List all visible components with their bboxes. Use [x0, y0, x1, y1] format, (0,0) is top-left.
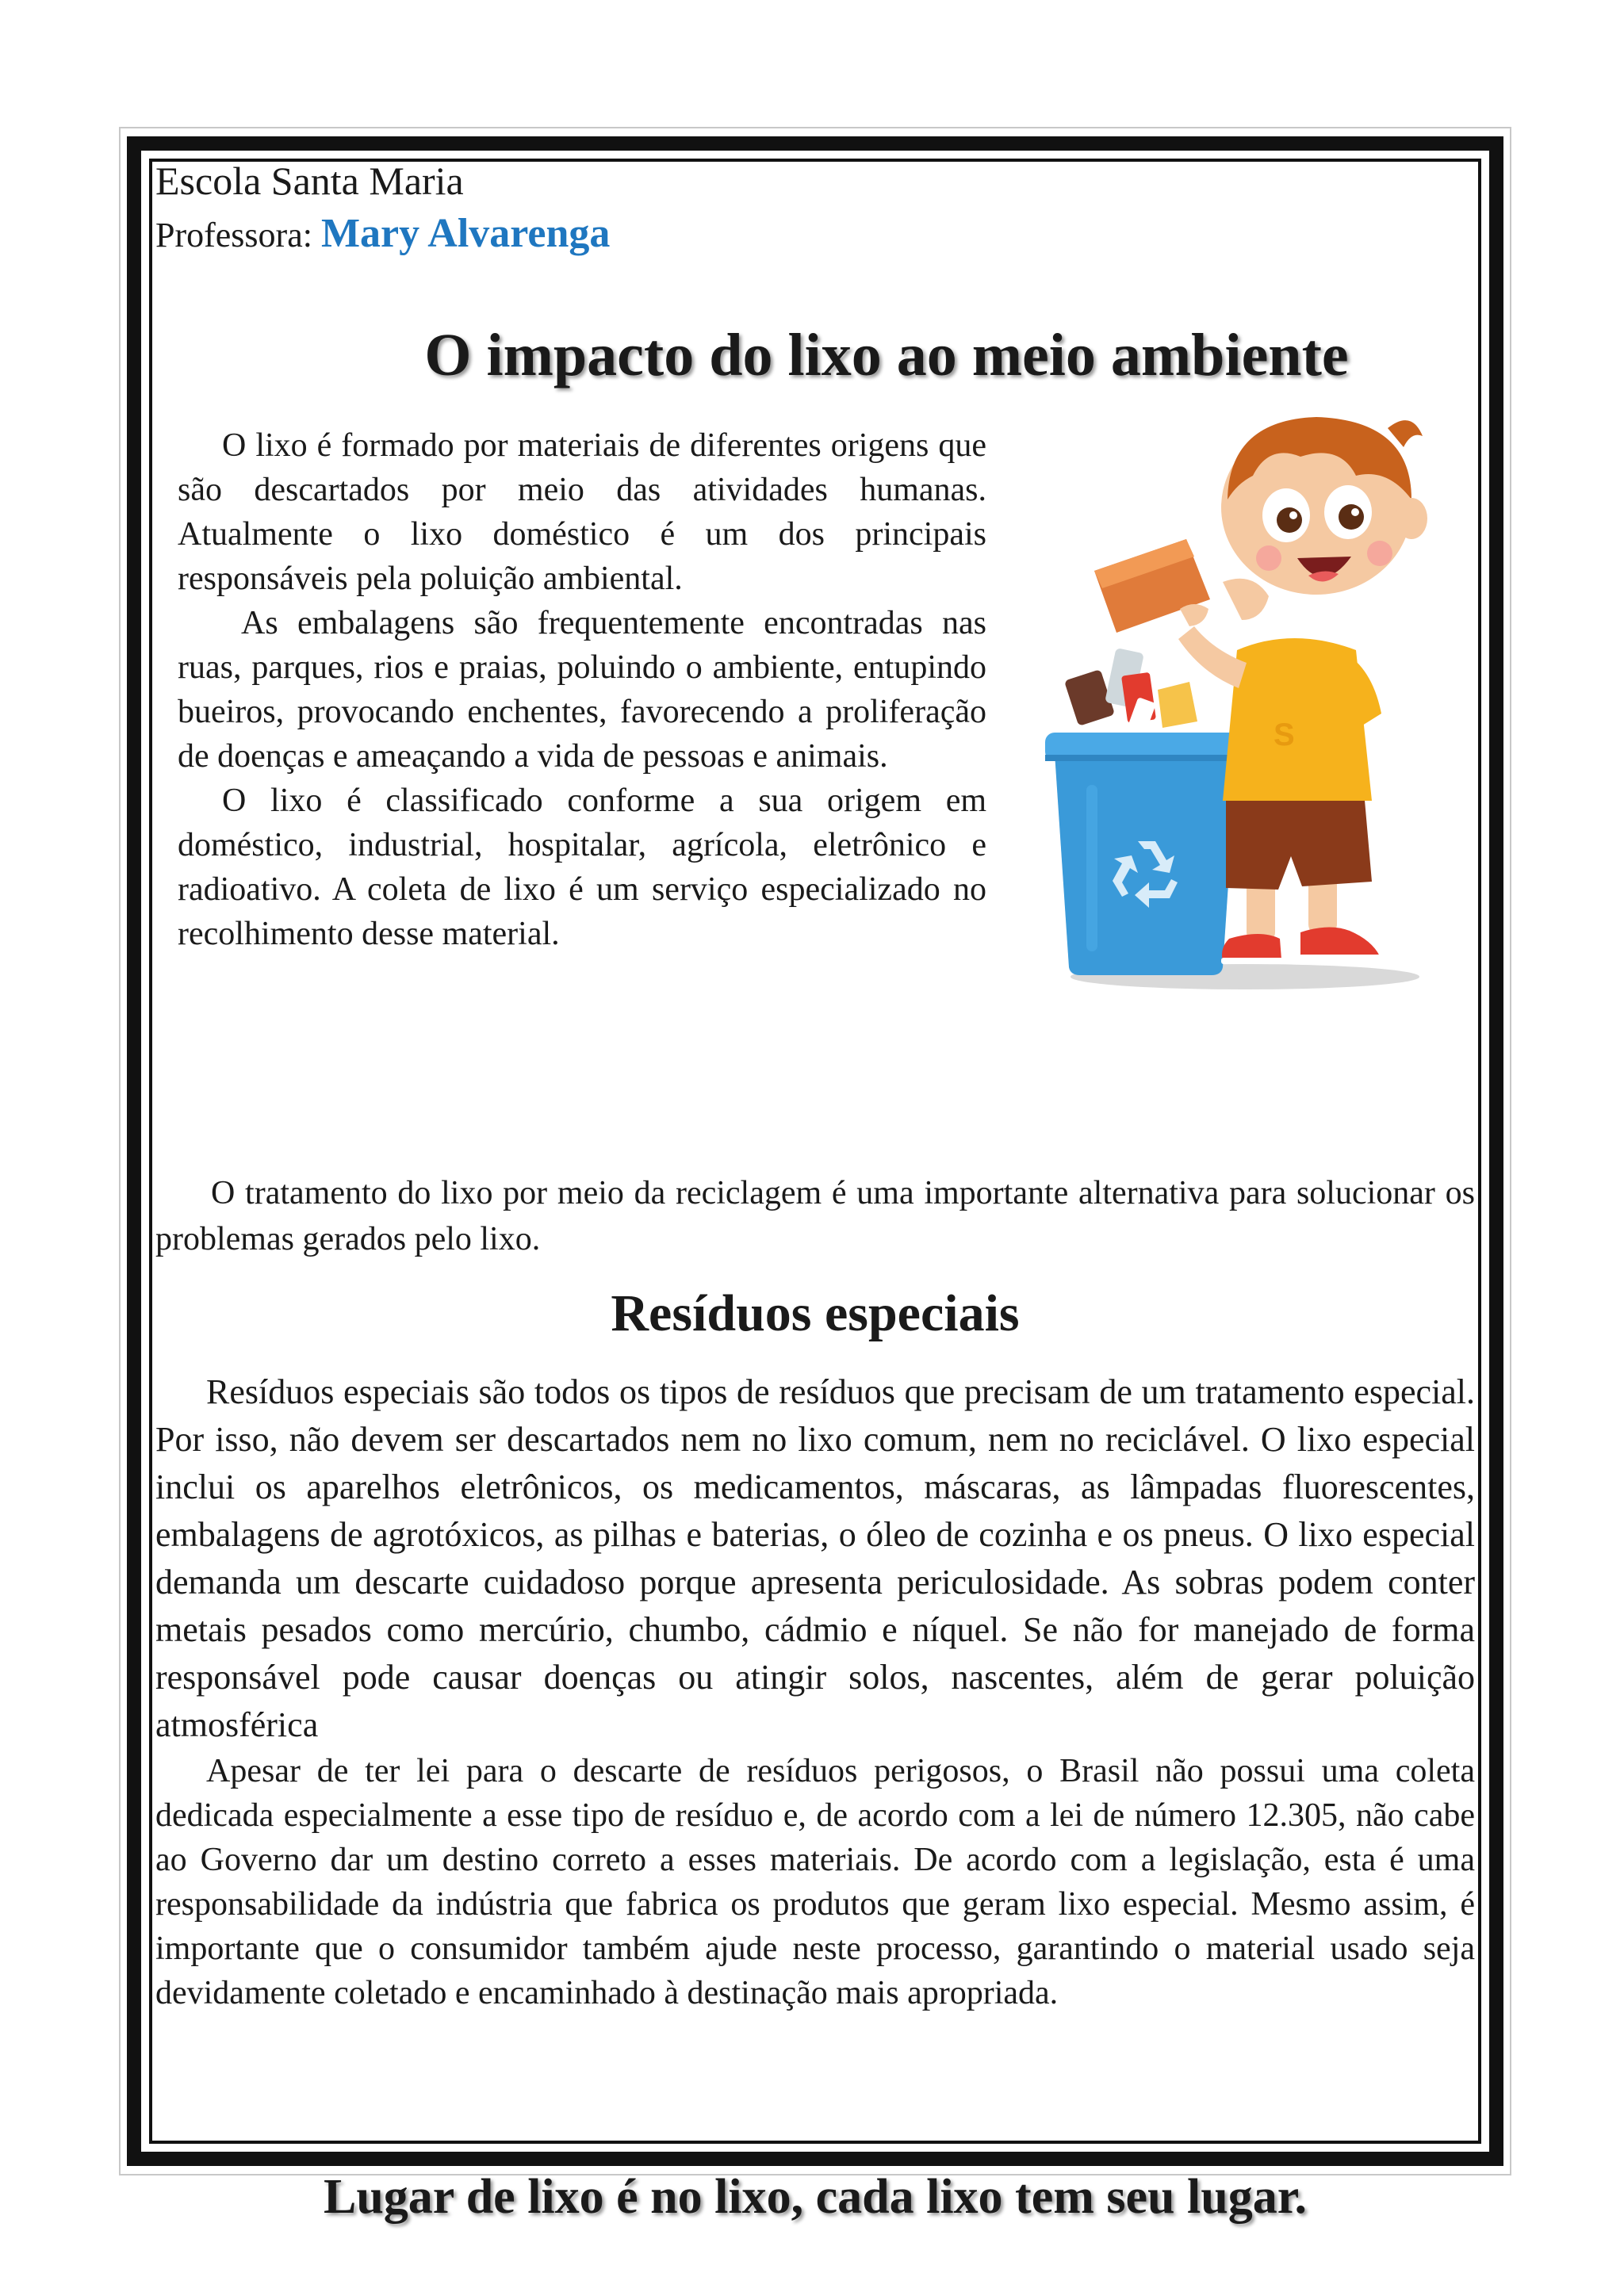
section-title: Resíduos especiais — [611, 1284, 1020, 1342]
child-recycling-illustration — [1039, 412, 1451, 999]
teacher-name: Mary Alvarenga — [320, 211, 611, 256]
school-name: Escola Santa Maria — [155, 159, 464, 203]
svg-text:S: S — [1274, 718, 1295, 752]
intro-paragraph-2: As embalagens são frequentemente encontradas nas ruas, parques, rios e praias, poluindo o ambiente, entupindo bueiros, provocando enchentes, favorecendo a proliferação de doenças e ameaçando a vida de pessoas e animais. — [178, 605, 986, 775]
shirt — [1223, 638, 1381, 801]
section-paragraph-2: Apesar de ter lei para o descarte de resíduos perigosos, o Brasil não possui uma coleta dedicada especialmente a esse tipo de resíduo e, de acordo com a lei de número 12.305, não cabe ao Governo dar um destino correto a esses materiais. De acordo com a legislação, esta é uma responsabilidade da indústria que fabrica os produtos que geram lixo especial. Mesmo assim, é importante que o consumidor também ajude neste processo, garantindo o material usado seja devidamente coletado e encaminhado à destinação mais apropriada. — [155, 1753, 1475, 2011]
teacher-line — [155, 206, 610, 263]
conclusion-paragraph: O tratamento do lixo por meio da reciclagem é uma importante alternativa para solucionar os problemas gerados pelo lixo. — [155, 1175, 1475, 1257]
intro-paragraph-3: O lixo é classificado conforme a sua origem em doméstico, industrial, hospitalar, agrícola, eletrônico e radioativo. A coleta de lixo é um serviço especializado no recolhimento desse material. — [178, 783, 986, 952]
shoes — [1221, 927, 1381, 964]
section-paragraph-1: Resíduos especiais são todos os tipos de resíduos que precisam de um tratamento especial. Por isso, não devem ser descartados nem no lixo comum, nem no reciclável. O lixo especial inclui os aparelhos eletrônicos, os medicamentos, máscaras, as lâmpadas fluorescentes, embalagens de agrotóxicos, as pilhas e baterias, o óleo de cozinha e os pneus. O lixo especial demanda um descarte cuidadoso porque apresenta periculosidade. As sobras podem conter metais pesados como mercúrio, chumbo, cádmio e níquel. Se não for manejado de forma responsável pode causar doenças ou atingir solos, nascentes, além de gerar poluição atmosférica — [155, 1372, 1475, 1744]
falling-trash — [1064, 648, 1197, 733]
intro-text — [178, 423, 986, 956]
intro-paragraph-1: O lixo é formado por materiais de diferentes origens que são descartados por meio das atividades humanas. Atualmente o lixo doméstico é um dos principais responsáveis pela poluição ambiental. — [178, 427, 986, 597]
page-title: O impacto do lixo ao meio ambiente — [424, 322, 1349, 388]
section-text — [155, 1368, 1475, 2015]
recycling-bin — [1045, 733, 1248, 975]
teacher-label: Professora: — [155, 216, 312, 254]
child-head — [1221, 417, 1427, 595]
slogan: Lugar de lixo é no lixo, cada lixo tem seu lugar. — [323, 2170, 1308, 2224]
legs — [1226, 791, 1372, 943]
